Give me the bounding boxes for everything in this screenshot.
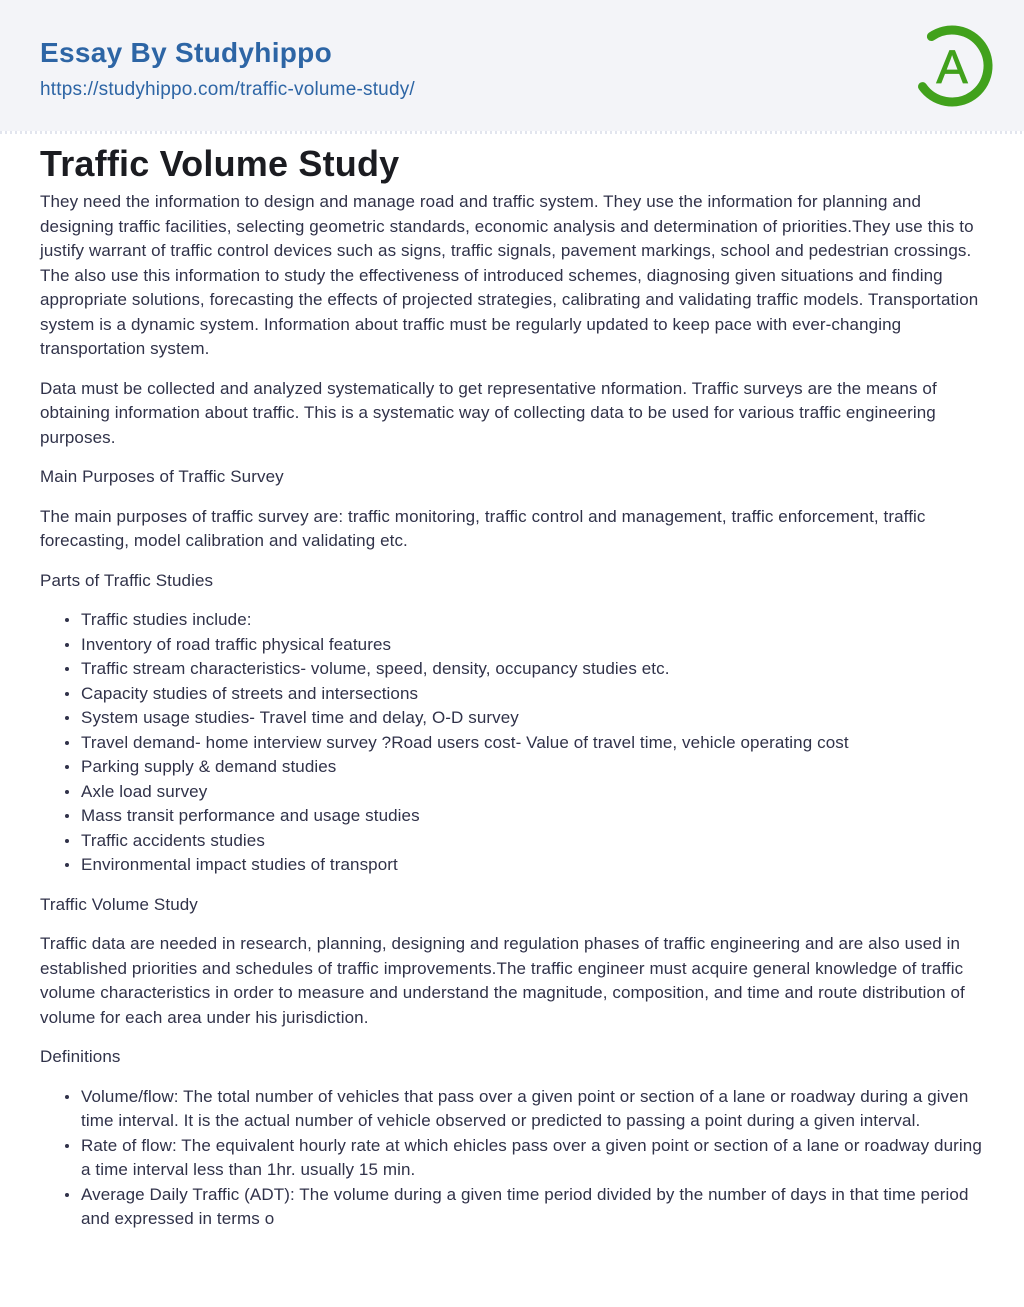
list-item: Environmental impact studies of transport xyxy=(81,853,984,878)
page-header xyxy=(0,0,1024,131)
paragraph-traffic-volume: Traffic data are needed in research, planning, designing and regulation phases of traffic engineering and are also used in established priorities and schedules of traffic improvements.The traffic engineer must acquire general knowledge of traffic volume characteristics in order to measure and understand the magnitude, composition, and time and route distribution of volume for each area under his jurisdiction. xyxy=(40,934,965,1027)
list-item: Traffic accidents studies xyxy=(81,829,984,854)
studyhippo-logo xyxy=(910,24,994,108)
heading-traffic-volume-study: Traffic Volume Study xyxy=(40,894,198,914)
list-item: Parking supply & demand studies xyxy=(81,755,984,780)
article-title: Traffic Volume Study xyxy=(40,143,400,184)
traffic-studies-list xyxy=(40,608,984,878)
paragraph-data-collection: Data must be collected and analyzed systematically to get representative nformation. Traffic surveys are the means of obtaining information about traffic. This is a systematic way of collecting data to be used for various traffic engineering purposes. xyxy=(40,378,937,447)
list-item: Inventory of road traffic physical features xyxy=(81,633,984,658)
list-item: Travel demand- home interview survey ?Road users cost- Value of travel time, vehicle operating cost xyxy=(81,731,984,756)
page-url-link[interactable]: https://studyhippo.com/traffic-volume-study/ xyxy=(40,79,415,101)
definitions-list xyxy=(40,1085,984,1232)
list-item: Traffic studies include: xyxy=(81,608,984,633)
heading-main-purposes: Main Purposes of Traffic Survey xyxy=(40,467,284,487)
list-item: Average Daily Traffic (ADT): The volume during a given time period divided by the number of days in that time period and expressed in terms o xyxy=(81,1183,984,1232)
list-item: Capacity studies of streets and intersections xyxy=(81,682,984,707)
list-item: System usage studies- Travel time and delay, O-D survey xyxy=(81,706,984,731)
paragraph-main-purposes: The main purposes of traffic survey are: traffic monitoring, traffic control and management, traffic enforcement, traffic forecasting, model calibration and validating etc. xyxy=(40,506,926,551)
logo-letter: A xyxy=(936,39,968,93)
list-item: Axle load survey xyxy=(81,780,984,805)
heading-definitions: Definitions xyxy=(40,1047,121,1067)
heading-parts-of-traffic-studies: Parts of Traffic Studies xyxy=(40,570,214,590)
header-text-block xyxy=(40,36,415,103)
article-body xyxy=(0,142,1024,1232)
paragraph-intro: They need the information to design and manage road and traffic system. They use the information for planning and designing traffic facilities, selecting geometric standards, economic analysis and determination of priorities.They use this to justify warrant of traffic control devices such as signs, traffic signals, pavement markings, school and pedestrian crossings. The also use this information to study the effectiveness of introduced schemes, diagnosing given situations and finding appropriate solutions, forecasting the effects of projected strategies, calibrating and validating traffic models. Transportation system is a dynamic system. Information about traffic must be regularly updated to keep pace with ever-changing transportation system. xyxy=(40,192,979,359)
list-item: Rate of flow: The equivalent hourly rate at which ehicles pass over a given point or section of a lane or roadway during a time interval less than 1hr. usually 15 min. xyxy=(81,1134,984,1183)
header-divider xyxy=(0,131,1024,134)
list-item: Traffic stream characteristics- volume, speed, density, occupancy studies etc. xyxy=(81,657,984,682)
site-title: Essay By Studyhippo xyxy=(40,36,332,68)
logo-arc-icon xyxy=(910,24,994,108)
list-item: Volume/flow: The total number of vehicles that pass over a given point or section of a lane or roadway during a given time interval. It is the actual number of vehicle observed or predicted to passing a point during a given interval. xyxy=(81,1085,984,1134)
list-item: Mass transit performance and usage studies xyxy=(81,804,984,829)
